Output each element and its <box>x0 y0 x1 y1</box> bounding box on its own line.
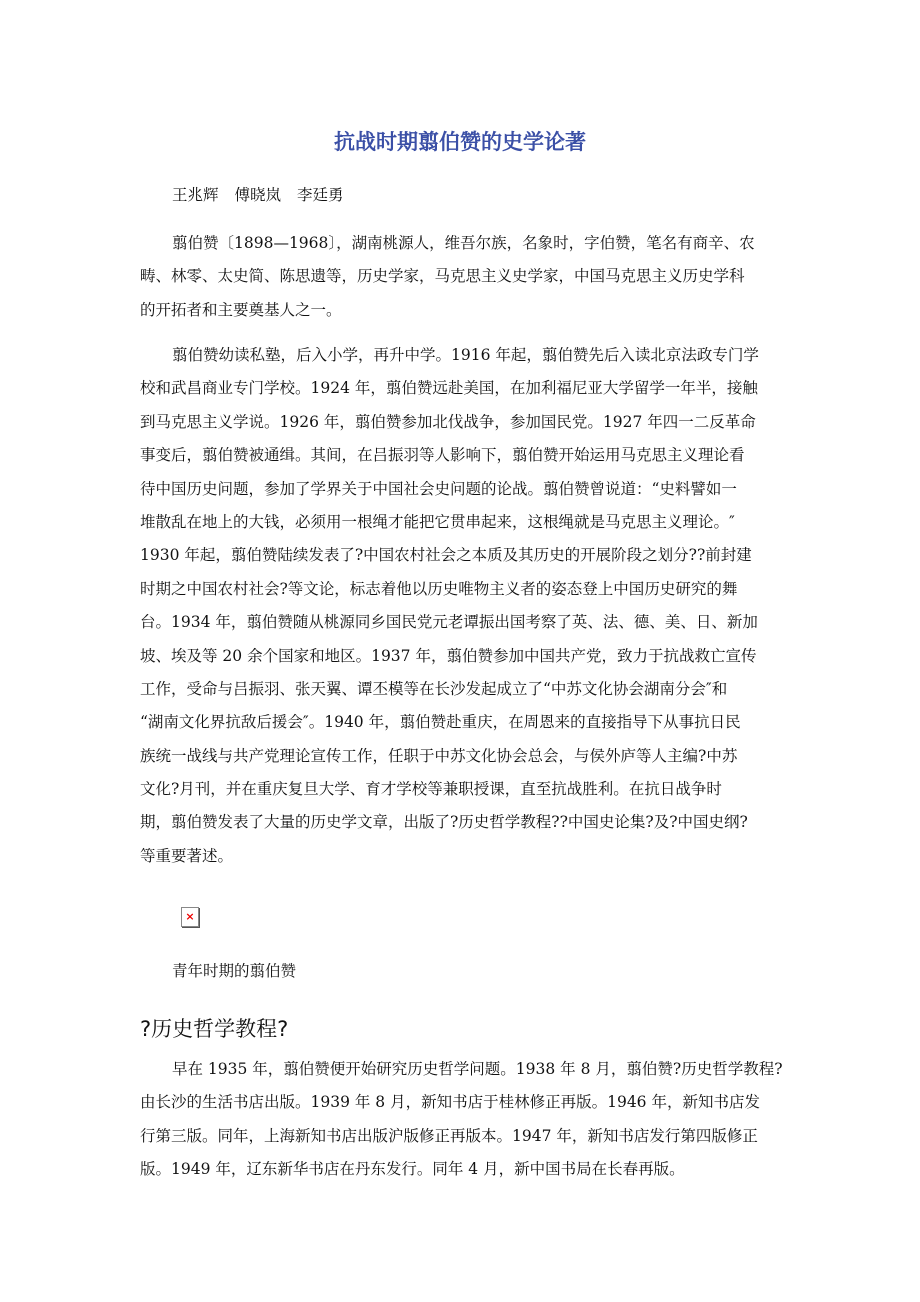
text-line: 期，翦伯赞发表了大量的历史学文章，出版了?历史哲学教程??中国史论集?及?中国史纲? <box>140 813 748 832</box>
image-caption: 青年时期的翦伯赞 <box>172 962 297 980</box>
paragraph-biography <box>140 344 800 878</box>
text-line: 事变后，翦伯赞被通缉。其间，在吕振羽等人影响下，翦伯赞开始运用马克思主义理论看 <box>140 446 745 465</box>
paragraph-section <box>140 1058 800 1192</box>
text-line: 的开拓者和主要奠基人之一。 <box>140 300 342 319</box>
text-line: 翦伯赞〔1898—1968〕，湖南桃源人，维吾尔族，名象时，字伯赞，笔名有商辛、农 <box>172 234 755 252</box>
text-line: 堆散乱在地上的大钱，必须用一根绳才能把它贯串起来，这根绳就是马克思主义理论。″ <box>140 512 735 531</box>
text-line: 族统一战线与共产党理论宣传工作，任职于中苏文化协会总会，与侯外庐等人主编?中苏 <box>140 746 738 765</box>
author: 傅晓岚 <box>234 186 282 204</box>
text-line: 畴、林零、太史简、陈思遗等，历史学家，马克思主义史学家，中国马克思主义历史学科 <box>140 267 745 286</box>
author: 李廷勇 <box>297 186 344 204</box>
text-line: “湖南文化界抗敌后援会″。1940 年，翦伯赞赴重庆，在周恩来的直接指导下从事抗日民 <box>140 713 741 732</box>
text-line: 翦伯赞幼读私塾，后入小学，再升中学。1916 年起，翦伯赞先后入读北京法政专门学 <box>172 346 759 364</box>
text-line: 到马克思主义学说。1926 年，翦伯赞参加北伐战争，参加国民党。1927 年四一二反革命 <box>140 412 756 431</box>
text-line: 早在 1935 年，翦伯赞便开始研究历史哲学问题。1938 年 8 月，翦伯赞?历史哲学教程? <box>172 1060 783 1078</box>
paragraph-intro <box>140 232 800 332</box>
text-line: 坡、埃及等 20 余个国家和地区。1937 年，翦伯赞参加中国共产党，致力于抗战救亡宣传 <box>140 646 757 665</box>
text-line: 由长沙的生活书店出版。1939 年 8 月，新知书店于桂林修正再版。1946 年，新知书店发 <box>140 1093 760 1112</box>
text-line: 行第三版。同年，上海新知书店出版沪版修正再版本。1947 年，新知书店发行第四版修正 <box>140 1126 758 1145</box>
text-line: 台。1934 年，翦伯赞随从桃源同乡国民党元老谭振出国考察了英、法、德、美、日、新加 <box>140 613 758 632</box>
text-line: 版。1949 年，辽东新华书店在丹东发行。同年 4 月，新中国书局在长春再版。 <box>140 1160 685 1179</box>
text-line: 时期之中国农村社会?等文论，标志着他以历史唯物主义者的姿态登上中国历史研究的舞 <box>140 579 738 598</box>
text-line: 文化?月刊，并在重庆复旦大学、育才学校等兼职授课，直至抗战胜利。在抗日战争时 <box>140 780 722 799</box>
author: 王兆辉 <box>172 186 219 204</box>
text-line: 待中国历史问题，参加了学界关于中国社会史问题的论战。翦伯赞曾说道：“史料譬如一 <box>140 479 737 498</box>
authors <box>172 183 360 205</box>
text-line: 1930 年起，翦伯赞陆续发表了?中国农村社会之本质及其历史的开展阶段之划分??前封建 <box>140 546 752 565</box>
text-line: 等重要著述。 <box>140 846 234 865</box>
text-line: 校和武昌商业专门学校。1924 年，翦伯赞远赴美国，在加利福尼亚大学留学一年半，接触 <box>140 379 758 398</box>
section-heading: ?历史哲学教程? <box>140 1017 289 1041</box>
text-line: 工作，受命与吕振羽、张天翼、谭丕模等在长沙发起成立了“中苏文化协会湖南分会″和 <box>140 679 728 698</box>
document-title: 抗战时期翦伯赞的史学论著 <box>334 130 586 154</box>
broken-image-icon: × <box>181 907 199 927</box>
